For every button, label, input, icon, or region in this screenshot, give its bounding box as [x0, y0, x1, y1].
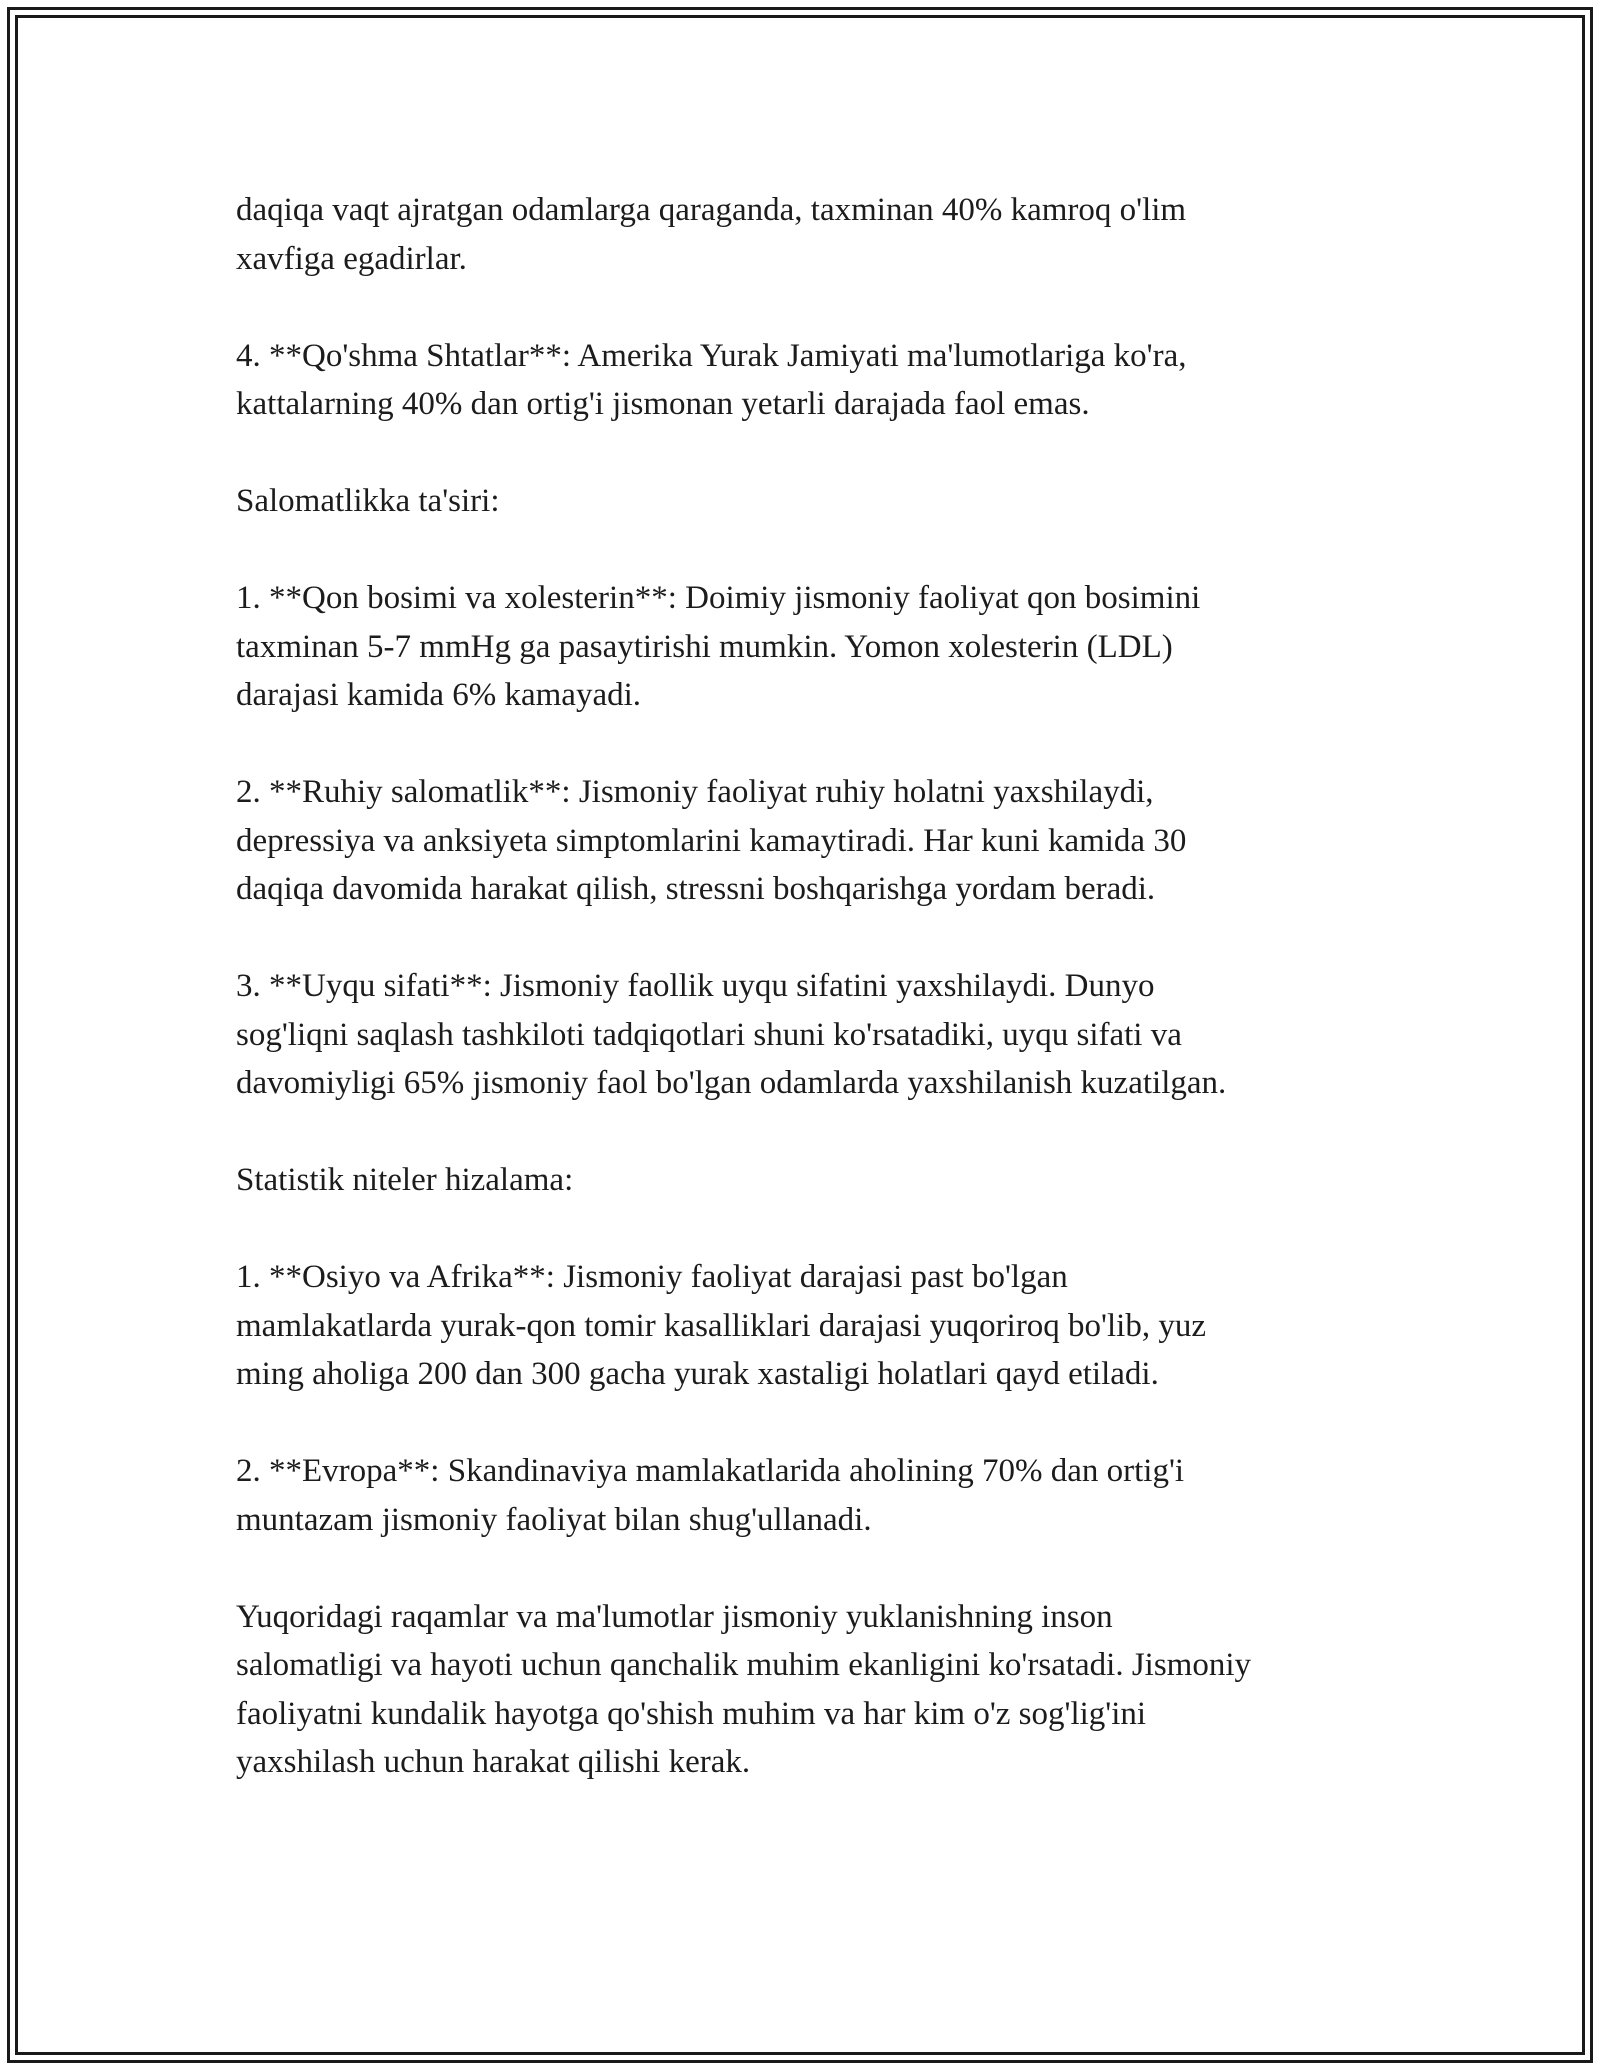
heading-statistics: Statistik niteler hizalama:: [236, 1162, 574, 1198]
paragraph-blood-pressure: 1. **Qon bosimi va xolesterin**: Doimiy jismoniy faoliyat qon bosimini taxminan 5-7 mmHg ga pasaytirishi mumkin. Yomon xolesterin (LDL) darajasi kamida 6% kamayadi.: [236, 580, 1201, 713]
paragraph-sleep-quality: 3. **Uyqu sifati**: Jismoniy faollik uyqu sifatini yaxshilaydi. Dunyo sog'liqni saqlash tashkiloti tadqiqotlari shuni ko'rsatadiki, uyqu sifati va davomiyligi 65% jismoniy faol bo'lgan odamlarda yaxshilanish kuzatilgan.: [236, 968, 1227, 1101]
paragraph-conclusion: Yuqoridagi raqamlar va ma'lumotlar jismoniy yuklanishning inson salomatligi va hayoti uchun qanchalik muhim ekanligini ko'rsatadi. Jismoniy faoliyatni kundalik hayotga qo'shish muhim va har kim o'z sog'lig'ini yaxshilash uchun harakat qilishi kerak.: [236, 1598, 1252, 1780]
paragraph-asia-africa: 1. **Osiyo va Afrika**: Jismoniy faoliyat darajasi past bo'lgan mamlakatlarda yurak-qon tomir kasalliklari darajasi yuqoriroq bo'lib, yuz ming aholiga 200 dan 300 gacha yurak xastaligi holatlari qayd etiladi.: [236, 1259, 1206, 1392]
heading-health-impact: Salomatlikka ta'siri:: [236, 483, 500, 519]
paragraph-europe: 2. **Evropa**: Skandinaviya mamlakatlarida aholining 70% dan ortig'i muntazam jismoniy faoliyat bilan shug'ullanadi.: [236, 1453, 1185, 1538]
paragraph-mental-health: 2. **Ruhiy salomatlik**: Jismoniy faoliyat ruhiy holatni yaxshilaydi, depressiya va anksiyeta simptomlarini kamaytiradi. Har kuni kamida 30 daqiqa davomida harakat qilish, stressni boshqarishga yordam beradi.: [236, 774, 1187, 907]
document-body: [236, 186, 1396, 1787]
paragraph-mortality-risk: daqiqa vaqt ajratgan odamlarga qaraganda, taxminan 40% kamroq o'lim xavfiga egadirlar.: [236, 192, 1187, 277]
paragraph-united-states: 4. **Qo'shma Shtatlar**: Amerika Yurak Jamiyati ma'lumotlariga ko'ra, kattalarning 40% dan ortig'i jismonan yetarli darajada faol emas.: [236, 337, 1187, 422]
